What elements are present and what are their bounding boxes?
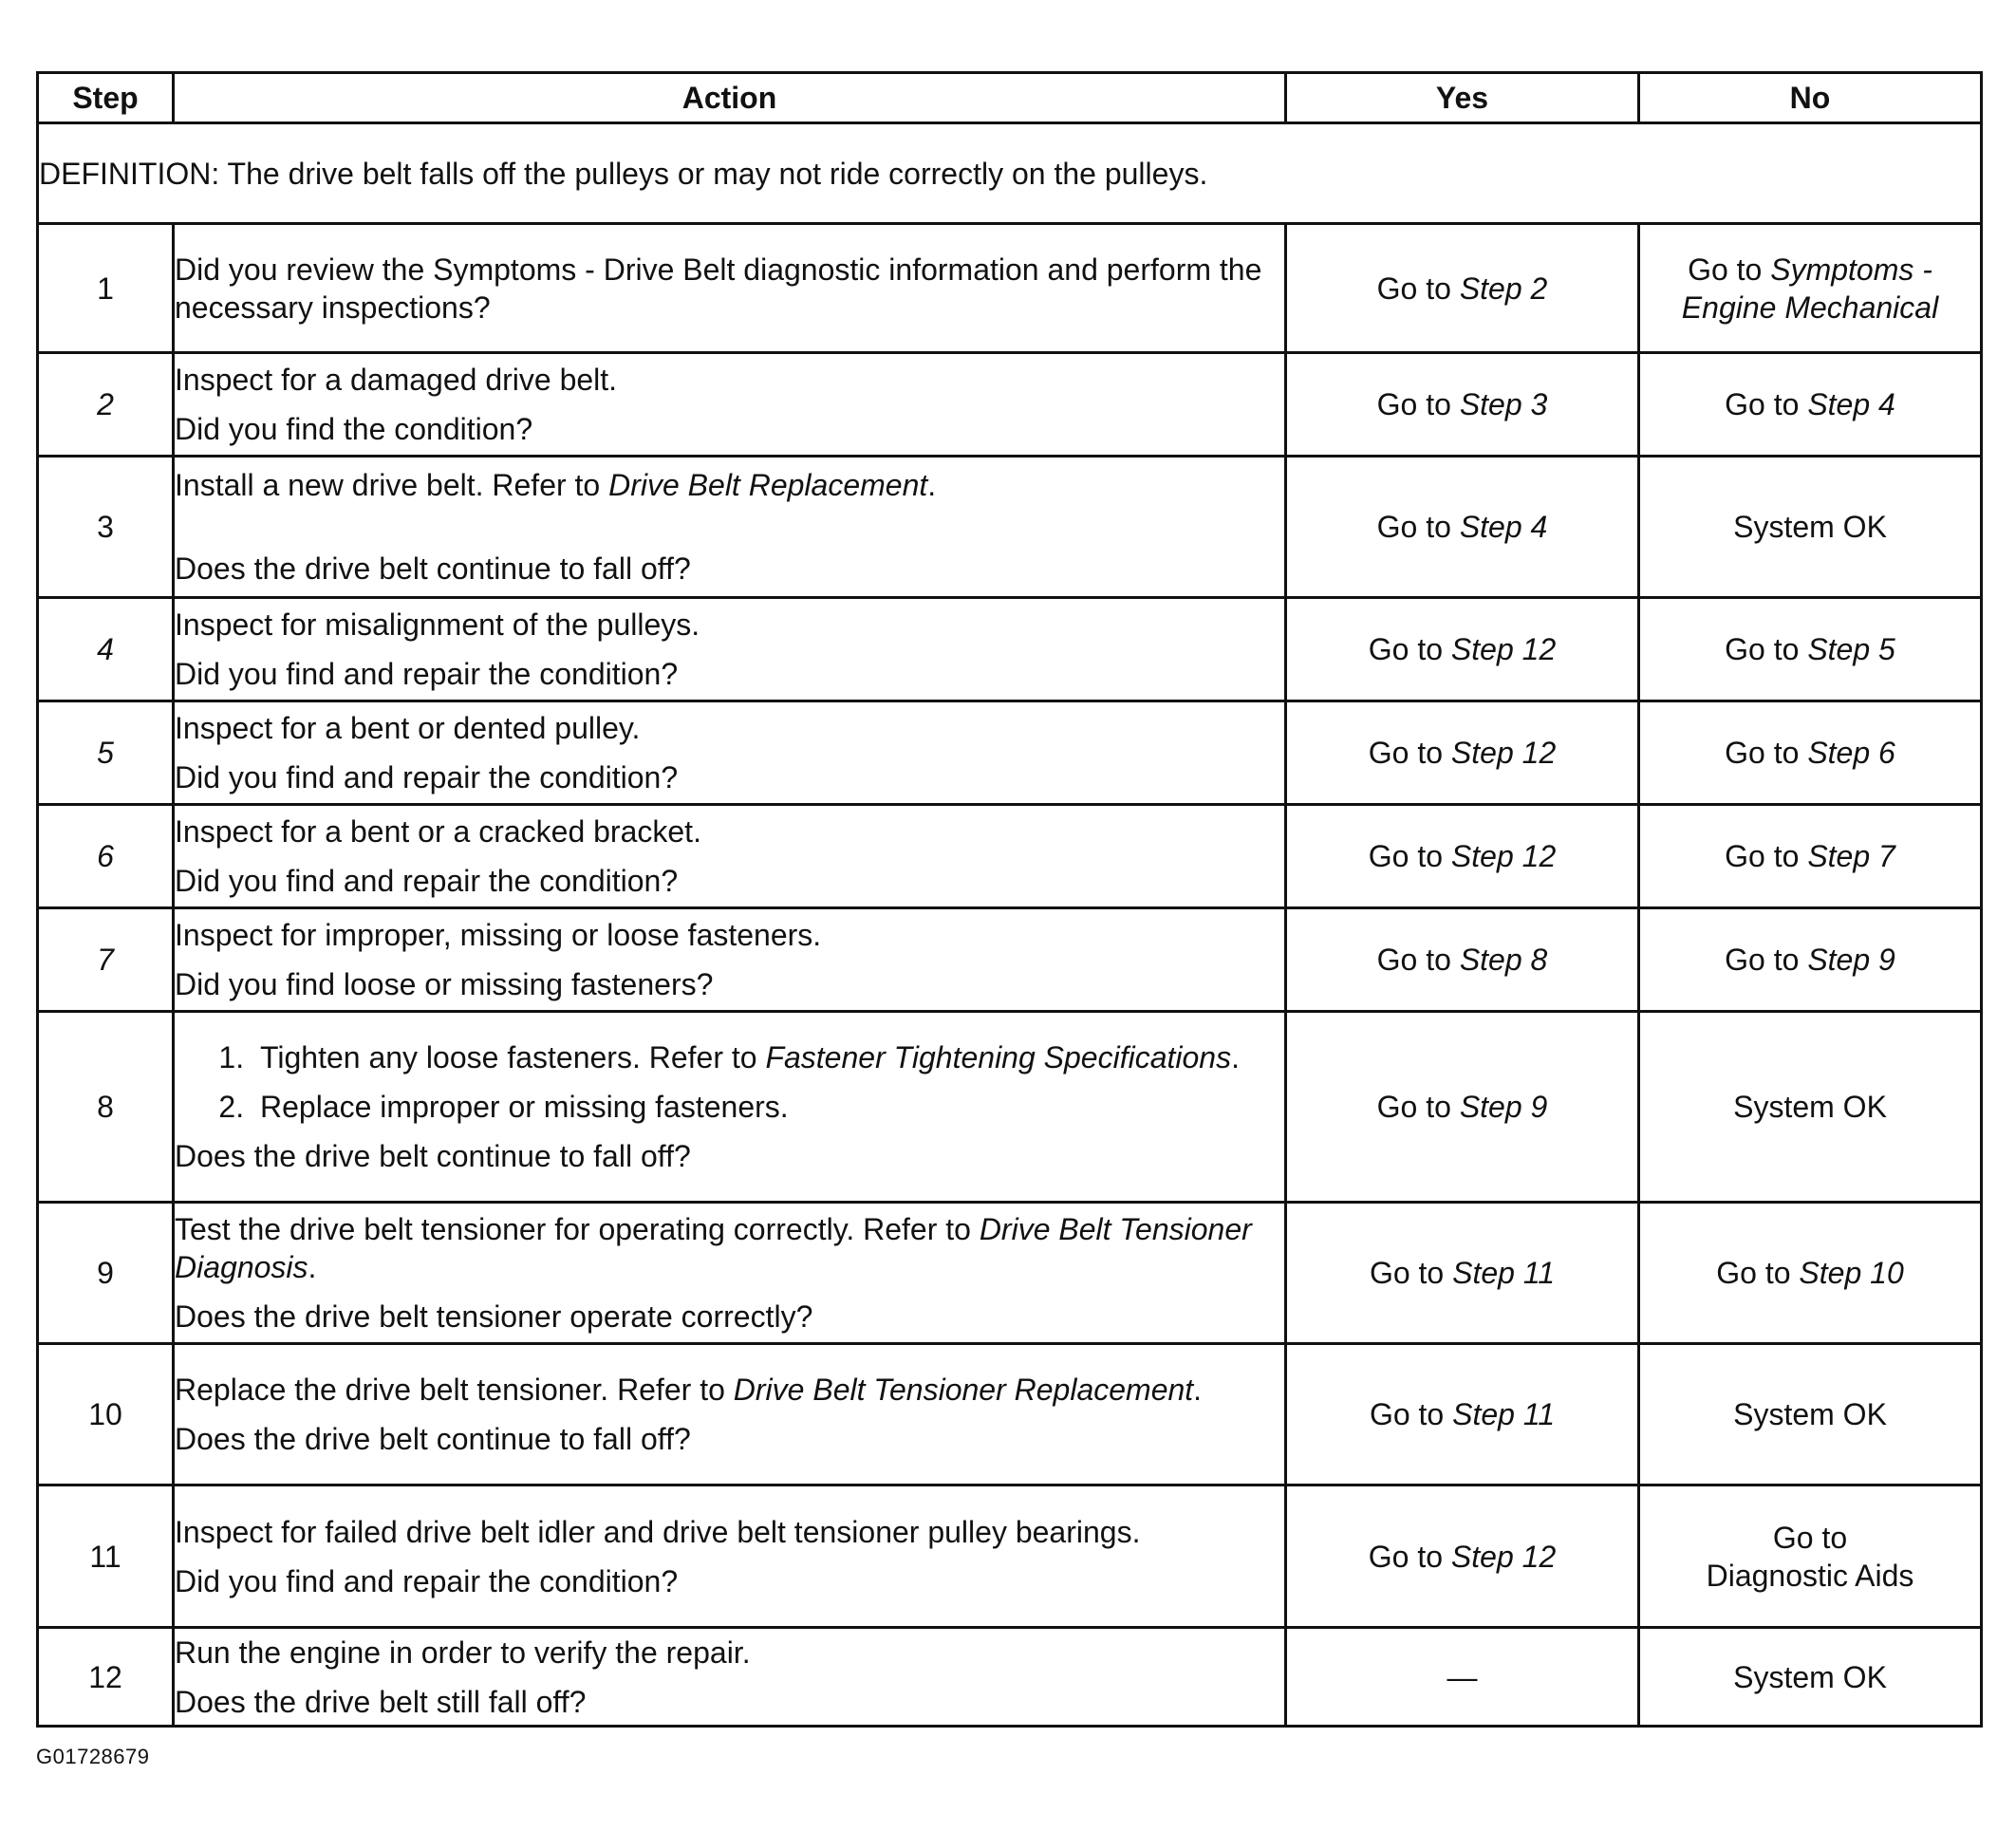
no-diagnostic-aids-ref[interactable]: Diagnostic Aids — [1706, 1558, 1914, 1593]
action-cell — [174, 457, 1286, 598]
yes-step-ref[interactable]: Step 12 — [1450, 839, 1557, 873]
yes-prefix: Go to — [1368, 736, 1444, 770]
action-cell — [174, 1012, 1286, 1203]
step-number: 9 — [38, 1203, 174, 1344]
yes-cell — [1286, 457, 1639, 598]
step-number: 3 — [38, 457, 174, 598]
yes-step-ref[interactable]: Step 11 — [1452, 1256, 1556, 1290]
inspect-prefix: Replace the drive belt tensioner. Refer to — [175, 1373, 725, 1407]
diagnostic-table-container — [36, 71, 1980, 1728]
step-number: 10 — [38, 1344, 174, 1485]
yes-cell — [1286, 1203, 1639, 1344]
yes-cell — [1286, 1344, 1639, 1485]
inspect-text: Inspect for a bent or a cracked bracket. — [175, 814, 701, 849]
yes-step-ref[interactable]: Step 3 — [1459, 387, 1548, 421]
inspect-prefix: Install a new drive belt. Refer to — [175, 468, 601, 502]
no-cell — [1639, 1485, 1982, 1628]
no-step-ref[interactable]: Step 7 — [1807, 839, 1895, 873]
table-row — [38, 353, 1982, 457]
yes-cell — [1286, 224, 1639, 353]
inspect-text: Inspect for a bent or dented pulley. — [175, 711, 641, 745]
no-prefix: Go to — [1725, 736, 1800, 770]
no-prefix: Go to — [1725, 632, 1800, 666]
no-step-ref[interactable]: Step 6 — [1807, 736, 1895, 770]
no-cell: System OK — [1639, 1344, 1982, 1485]
no-cell — [1639, 908, 1982, 1012]
inspect-ref[interactable]: Drive Belt Replacement — [608, 468, 928, 502]
step-number: 7 — [38, 908, 174, 1012]
no-cell: System OK — [1639, 457, 1982, 598]
question-text: Does the drive belt tensioner operate correctly? — [175, 1299, 813, 1334]
item-ref[interactable]: Fastener Tightening Specifications — [765, 1040, 1232, 1074]
question-text: Does the drive belt continue to fall off? — [175, 1422, 691, 1456]
yes-prefix: Go to — [1376, 271, 1451, 306]
table-row — [38, 1012, 1982, 1203]
inspect-ref[interactable]: Drive Belt Tensioner Replacement — [733, 1373, 1194, 1407]
table-row — [38, 908, 1982, 1012]
yes-prefix: Go to — [1369, 1397, 1445, 1431]
inspect-text: Test the drive belt tensioner for operating correctly. Refer to Drive Belt Tensioner Diagnosis. — [175, 1212, 1252, 1284]
yes-cell — [1286, 805, 1639, 908]
action-cell — [174, 1485, 1286, 1628]
step-number: 1 — [38, 224, 174, 353]
action-cell — [174, 908, 1286, 1012]
yes-prefix: Go to — [1376, 510, 1451, 544]
yes-cell — [1286, 1012, 1639, 1203]
action-cell — [174, 598, 1286, 701]
step-number: 6 — [38, 805, 174, 908]
yes-step-ref[interactable]: Step 4 — [1459, 510, 1548, 544]
no-prefix: Go to — [1725, 387, 1800, 421]
yes-step-ref[interactable]: Step 9 — [1459, 1090, 1548, 1124]
inspect-text: Inspect for misalignment of the pulleys. — [175, 607, 700, 642]
no-cell — [1639, 701, 1982, 805]
yes-cell — [1286, 701, 1639, 805]
table-row — [38, 1485, 1982, 1628]
no-cell — [1639, 598, 1982, 701]
yes-cell — [1286, 1485, 1639, 1628]
no-line-1: Go to — [1772, 1520, 1848, 1555]
yes-cell — [1286, 908, 1639, 1012]
definition-text: DEFINITION: The drive belt falls off the pulleys or may not ride correctly on the pulleys. — [38, 123, 1982, 224]
yes-cell — [1286, 598, 1639, 701]
table-row — [38, 457, 1982, 598]
table-row — [38, 224, 1982, 353]
list-item: 1. Tighten any loose fasteners. Refer to Fastener Tightening Specifications. — [252, 1038, 1284, 1076]
no-step-ref[interactable]: Step 10 — [1799, 1256, 1904, 1290]
step-number: 12 — [38, 1628, 174, 1727]
inspect-text: Install a new drive belt. Refer to Drive Belt Replacement. — [175, 468, 937, 502]
no-cell — [1639, 1203, 1982, 1344]
question-text: Does the drive belt continue to fall off? — [175, 551, 691, 586]
no-symptoms-ref[interactable]: Symptoms - Engine Mechanical — [1681, 252, 1939, 325]
step-number: 2 — [38, 353, 174, 457]
inspect-ref[interactable]: Drive Belt Tensioner Diagnosis — [175, 1212, 1252, 1284]
yes-cell: — — [1286, 1628, 1639, 1727]
yes-prefix: Go to — [1368, 1539, 1444, 1574]
action-cell — [174, 701, 1286, 805]
table-row — [38, 805, 1982, 908]
yes-step-ref[interactable]: Step 12 — [1450, 736, 1557, 770]
no-prefix: Go to — [1688, 252, 1763, 287]
step-number: 11 — [38, 1485, 174, 1628]
yes-step-ref[interactable]: Step 12 — [1450, 632, 1557, 666]
yes-prefix: Go to — [1369, 1256, 1445, 1290]
action-cell — [174, 805, 1286, 908]
yes-step-ref[interactable]: Step 12 — [1450, 1539, 1557, 1574]
question-text: Did you find the condition? — [175, 412, 533, 446]
question-text: Does the drive belt still fall off? — [175, 1684, 587, 1719]
yes-prefix: Go to — [1376, 1090, 1451, 1124]
action-list — [175, 1038, 1284, 1126]
question-text: Did you find and repair the condition? — [175, 1563, 679, 1598]
yes-prefix: Go to — [1376, 943, 1451, 977]
inspect-text: Replace the drive belt tensioner. Refer to Drive Belt Tensioner Replacement. — [175, 1373, 1203, 1407]
yes-step-ref[interactable]: Step 11 — [1452, 1397, 1556, 1431]
no-prefix: Go to — [1716, 1256, 1791, 1290]
inspect-text: Inspect for a damaged drive belt. — [175, 363, 618, 397]
question-text: Did you find loose or missing fasteners? — [175, 967, 714, 1001]
question-text: Did you find and repair the condition? — [175, 760, 679, 794]
header-no: No — [1639, 73, 1982, 123]
inspect-text: Run the engine in order to verify the repair. — [175, 1635, 751, 1670]
step-number: 8 — [38, 1012, 174, 1203]
step-number: 5 — [38, 701, 174, 805]
action-cell — [174, 353, 1286, 457]
no-step-ref[interactable]: Step 9 — [1807, 943, 1895, 977]
no-cell: System OK — [1639, 1012, 1982, 1203]
action-cell — [174, 1344, 1286, 1485]
yes-prefix: Go to — [1368, 839, 1444, 873]
table-row — [38, 598, 1982, 701]
inspect-text: Inspect for improper, missing or loose fasteners. — [175, 918, 822, 952]
list-item: 2. Replace improper or missing fasteners. — [252, 1088, 1284, 1126]
no-cell — [1639, 353, 1982, 457]
figure-id: G01728679 — [36, 1745, 150, 1768]
action-cell — [174, 224, 1286, 353]
table-row — [38, 1628, 1982, 1727]
yes-step-ref[interactable]: Step 8 — [1459, 943, 1548, 977]
question-text: Did you find and repair the condition? — [175, 657, 679, 691]
no-cell — [1639, 224, 1982, 353]
inspect-text: Inspect for failed drive belt idler and drive belt tensioner pulley bearings. — [175, 1514, 1141, 1549]
header-yes: Yes — [1286, 73, 1639, 123]
yes-step-ref[interactable]: Step 2 — [1459, 271, 1548, 306]
step-number: 4 — [38, 598, 174, 701]
header-row — [38, 73, 1982, 123]
table-row — [38, 1203, 1982, 1344]
action-text: Did you review the Symptoms - Drive Belt diagnostic information and perform the necessary inspections? — [175, 252, 1262, 325]
no-prefix: Go to — [1725, 839, 1800, 873]
action-cell — [174, 1628, 1286, 1727]
no-step-ref[interactable]: Step 5 — [1807, 632, 1895, 666]
no-prefix: Go to — [1725, 943, 1800, 977]
yes-cell — [1286, 353, 1639, 457]
question-text: Does the drive belt continue to fall off? — [175, 1139, 691, 1173]
no-cell: System OK — [1639, 1628, 1982, 1727]
header-step: Step — [38, 73, 174, 123]
definition-row — [38, 123, 1982, 224]
action-cell — [174, 1203, 1286, 1344]
table-row — [38, 1344, 1982, 1485]
item-prefix: Tighten any loose fasteners. Refer to — [260, 1040, 757, 1074]
yes-prefix: Go to — [1368, 632, 1444, 666]
no-cell — [1639, 805, 1982, 908]
question-text: Did you find and repair the condition? — [175, 864, 679, 898]
diagnostic-table — [36, 71, 1983, 1728]
yes-prefix: Go to — [1376, 387, 1451, 421]
table-row — [38, 701, 1982, 805]
no-step-ref[interactable]: Step 4 — [1807, 387, 1895, 421]
inspect-prefix: Test the drive belt tensioner for operating correctly. Refer to — [175, 1212, 971, 1246]
header-action: Action — [174, 73, 1286, 123]
